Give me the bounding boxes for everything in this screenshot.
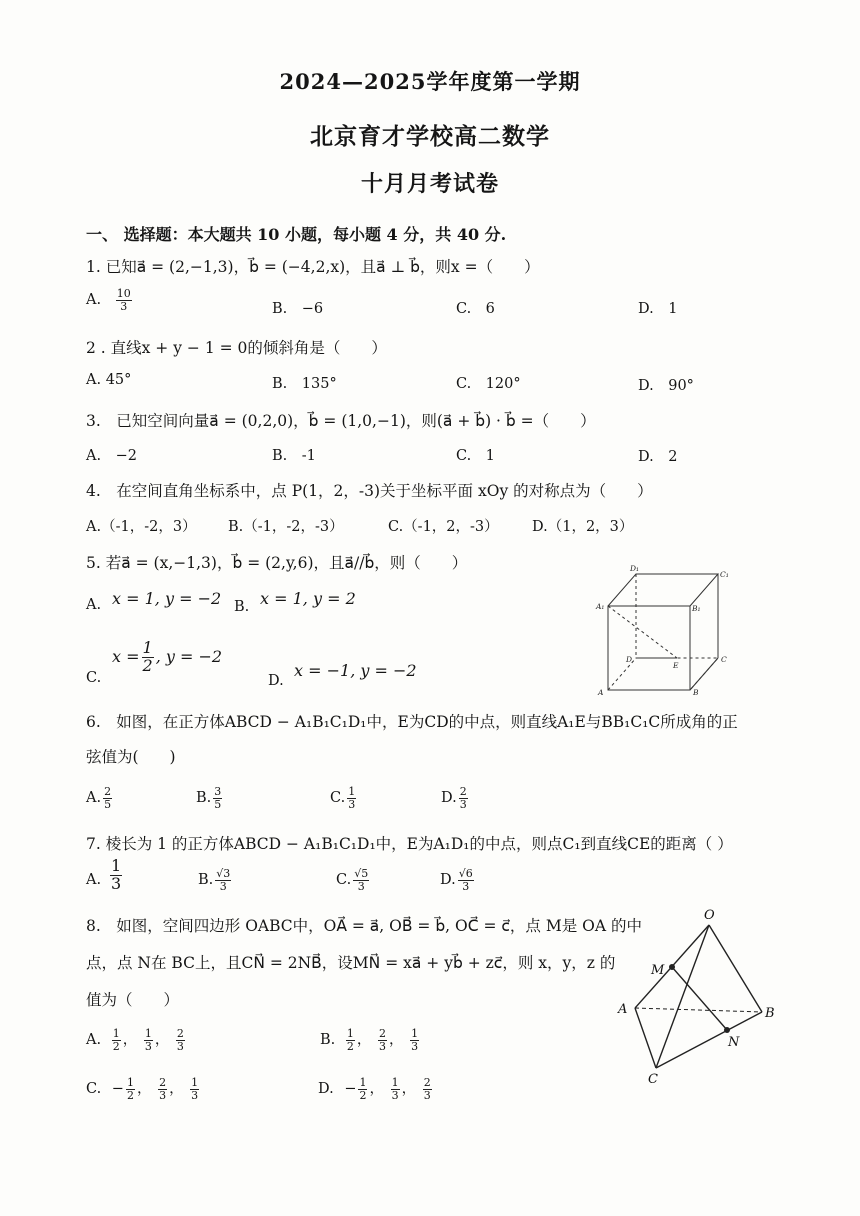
- question-7-option-b: B. $\frac{√3}{3}$: [198, 867, 231, 893]
- edge-ab: [635, 1008, 762, 1012]
- question-2-option-d: D. 90°: [638, 378, 694, 394]
- question-5-stem: 5. 若a⃗ = (x,−1,3)，b⃗ = (2,y,6)，且a⃗//b⃗，则（ ）: [86, 554, 468, 572]
- question-4-option-c: C.（-1，2，-3）: [388, 519, 499, 535]
- cube-figure: [590, 560, 740, 700]
- tetra-label-a: A: [618, 1002, 628, 1017]
- point-m: [669, 964, 675, 970]
- question-8-option-b: B. $\frac{1}{2}$ ， $\frac{2}{3}$ ， $\frac{1}{3}$: [320, 1027, 419, 1053]
- question-5-option-d-label: D.: [268, 673, 284, 689]
- cube-top-face: [608, 574, 718, 606]
- question-4-option-a: A.（-1，-2，3）: [86, 519, 197, 535]
- question-5-option-b: x = 1, y = 2: [260, 589, 356, 608]
- point-n: [724, 1027, 730, 1033]
- question-4-option-b: B.（-1，-2，-3）: [228, 519, 344, 535]
- tetra-label-c: C: [648, 1072, 658, 1085]
- question-7-option-a-label: A.: [86, 872, 102, 888]
- edge-oc: [656, 925, 709, 1068]
- question-5-option-c: x = $\frac{1}{2}$ , y = −2: [112, 638, 223, 675]
- question-6-line1: 6. 如图，在正方体ABCD − A₁B₁C₁D₁中，E为CD的中点，则直线A₁E与BB₁C₁C所成角的正: [86, 713, 738, 731]
- question-8-option-c: C. − $\frac{1}{2}$ ， $\frac{2}{3}$ ， $\frac{1}{3}$: [86, 1076, 199, 1102]
- edge-ob: [709, 925, 762, 1012]
- question-3-option-d: D. 2: [638, 449, 678, 465]
- exam-school-title: 北京育才学校高二数学: [310, 123, 550, 150]
- question-6-line2: 弦值为( ): [86, 748, 176, 766]
- question-6-option-a: A. $\frac{2}{5}$: [86, 785, 112, 811]
- edge-ac: [635, 1008, 656, 1068]
- question-1-option-d: D. 1: [638, 301, 678, 317]
- question-7-option-a: $\frac{1}{3}$: [111, 856, 122, 893]
- tetra-label-n: N: [728, 1035, 740, 1050]
- question-2-stem: 2 . 直线x + y − 1 = 0的倾斜角是（ ）: [86, 339, 387, 357]
- question-8-line2: 点，点 N在 BC上，且CN⃗ = 2NB⃗，设MN⃗ = xa⃗ + yb⃗ + zc⃗，则 x，y，z 的: [86, 954, 616, 972]
- cube-label-d: D: [626, 655, 633, 664]
- question-5-option-d: x = −1, y = −2: [294, 661, 417, 680]
- cube-label-b: B: [693, 688, 699, 697]
- cube-label-a1: A₁: [596, 602, 605, 611]
- exam-term: 2024—2025学年度第一学期: [279, 69, 581, 94]
- cube-front-face: [608, 606, 690, 690]
- cube-label-a: A: [598, 688, 604, 697]
- question-5-option-c-label: C.: [86, 670, 102, 686]
- edge-bc: [656, 1012, 762, 1068]
- question-8-option-a: A. $\frac{1}{2}$ ， $\frac{1}{3}$ ， $\frac{2}{3}$: [86, 1027, 184, 1053]
- question-3-stem: 3. 已知空间向量a⃗ = (0,2,0)，b⃗ = (1,0,−1)，则(a⃗ + b⃗) · b⃗ =（ ）: [86, 412, 596, 430]
- segment-mn: [672, 967, 727, 1030]
- question-6-option-b: B. $\frac{3}{5}$: [196, 785, 222, 811]
- question-3-option-c: C. 1: [456, 448, 495, 464]
- cube-label-c1: C₁: [720, 570, 729, 579]
- question-2-option-b: B. 135°: [272, 376, 337, 392]
- question-1-option-c: C. 6: [456, 301, 495, 317]
- question-8-option-d: D. − $\frac{1}{2}$ ， $\frac{1}{3}$ ， $\frac{2}{3}$: [318, 1076, 431, 1102]
- question-1-option-b: B. −6: [272, 301, 324, 317]
- question-2-option-a: A. 45°: [86, 372, 132, 388]
- tetra-label-o: O: [704, 908, 715, 923]
- tetrahedron-figure: [612, 905, 787, 1085]
- question-3-option-b: B. -1: [272, 448, 316, 464]
- question-7-option-d: D. $\frac{√6}{3}$: [440, 867, 473, 893]
- question-2-option-c: C. 120°: [456, 376, 521, 392]
- cube-bottom-face: [608, 658, 718, 690]
- question-8-line3: 值为（ ）: [86, 991, 180, 1009]
- question-8-line1: 8. 如图，空间四边形 OABC中，OA⃗ = a⃗, OB⃗ = b⃗, OC⃗ = c⃗，点 M是 OA 的中: [86, 917, 642, 935]
- line-a1e: [608, 606, 677, 658]
- question-5-option-b-label: B.: [234, 599, 250, 615]
- cube-label-c: C: [721, 655, 727, 664]
- tetra-label-b: B: [765, 1006, 775, 1021]
- question-6-option-d: D. $\frac{2}{3}$: [441, 785, 467, 811]
- question-1-option-a: A. $\frac{10}{3}$: [86, 287, 131, 313]
- question-5-option-a-label: A.: [86, 597, 102, 613]
- question-6-option-c: C. $\frac{1}{3}$: [330, 785, 356, 811]
- question-4-option-d: D.（1，2，3）: [532, 519, 634, 535]
- tetra-label-m: M: [651, 963, 665, 978]
- question-1-stem: 1. 已知a⃗ = (2,−1,3)，b⃗ = (−4,2,x)，且a⃗ ⊥ b⃗，则x =（ ）: [86, 258, 540, 276]
- question-7-option-c: C. $\frac{√5}{3}$: [336, 867, 369, 893]
- question-4-stem: 4. 在空间直角坐标系中，点 P(1，2，-3)关于坐标平面 xOy 的对称点为（ ）: [86, 482, 653, 500]
- question-3-option-a: A. −2: [86, 448, 137, 464]
- cube-label-e: E: [673, 661, 679, 670]
- question-5-option-a: x = 1, y = −2: [112, 589, 222, 608]
- cube-label-b1: B₁: [692, 604, 701, 613]
- cube-label-d1: D₁: [630, 564, 640, 573]
- question-7-stem: 7. 棱长为 1 的正方体ABCD − A₁B₁C₁D₁中，E为A₁D₁的中点，则点C₁到直线CE的距离（ ）: [86, 835, 733, 853]
- section-heading: 一、 选择题：本大题共 10 小题，每小题 4 分，共 40 分.: [86, 225, 507, 244]
- exam-subtitle: 十月月考试卷: [360, 171, 499, 197]
